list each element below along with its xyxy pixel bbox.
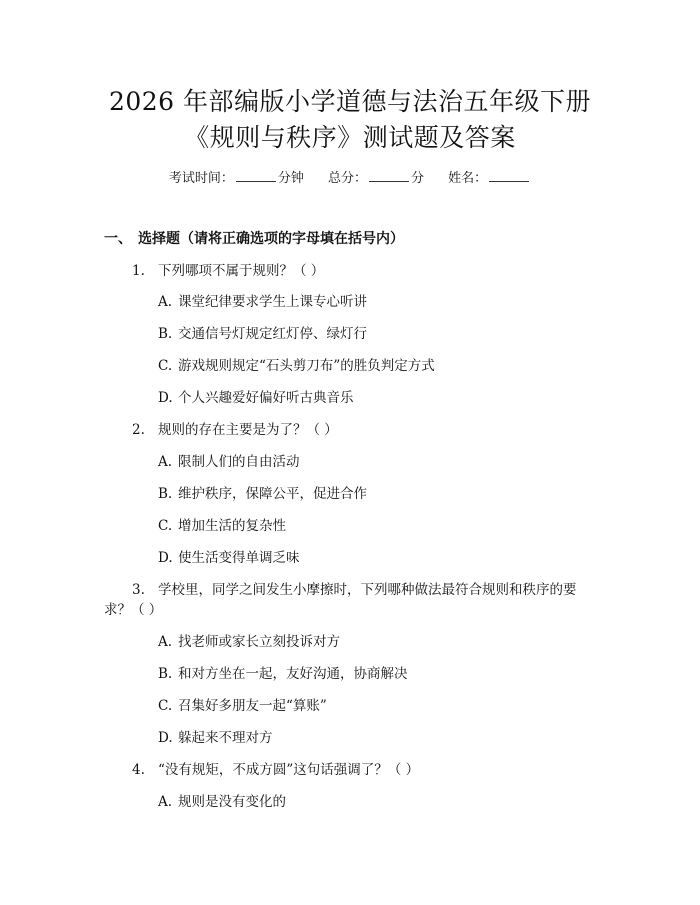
time-unit: 分钟: [277, 171, 304, 186]
option-letter: A.: [158, 794, 173, 810]
question-number: 2.: [132, 422, 145, 438]
question-4: [132, 760, 419, 780]
question-3: [132, 580, 577, 600]
option-text: 躲起来不理对方: [178, 730, 273, 746]
question-3-continued: 求？（ ）: [104, 602, 163, 618]
title-line-2: 《规则与秩序》测试题及答案: [184, 123, 516, 152]
option-text: 维护秩序，保障公平，促进合作: [178, 486, 367, 502]
total-score: [328, 169, 424, 188]
option-letter: C.: [158, 358, 173, 374]
section-title: 选择题（请将正确选项的字母填在括号内）: [138, 231, 404, 247]
option-4a: [158, 792, 286, 812]
option-3d: [158, 728, 273, 748]
option-text: 游戏规则规定“石头剪刀布”的胜负判定方式: [178, 358, 435, 374]
question-text: 下列哪项不属于规则？（ ）: [158, 263, 325, 279]
option-letter: B.: [158, 326, 173, 342]
option-2b: [158, 484, 367, 504]
option-letter: A.: [158, 294, 173, 310]
time-label: 考试时间：: [168, 171, 234, 186]
option-2c: [158, 516, 286, 536]
score-unit: 分: [411, 171, 425, 186]
option-1a: [158, 292, 367, 312]
title-line-1: 2026 年部编版小学道德与法治五年级下册: [108, 87, 592, 116]
option-letter: C.: [158, 518, 173, 534]
score-label: 总分：: [327, 171, 367, 186]
name-label: 姓名：: [448, 171, 488, 186]
question-number: 3.: [132, 582, 145, 598]
question-text: 规则的存在主要是为了？（ ）: [158, 422, 338, 438]
option-letter: D.: [158, 550, 173, 566]
option-2a: [158, 452, 300, 472]
option-text: 增加生活的复杂性: [178, 518, 286, 534]
exam-meta: [0, 169, 700, 188]
option-1c: [158, 356, 435, 376]
option-1b: [158, 324, 367, 344]
option-letter: D.: [158, 390, 173, 406]
option-text: 个人兴趣爱好偏好听古典音乐: [178, 390, 354, 406]
option-text: 规则是没有变化的: [178, 794, 286, 810]
option-3a: [158, 632, 340, 652]
option-text: 课堂纪律要求学生上课专心听讲: [178, 294, 367, 310]
option-3c: [158, 696, 327, 716]
option-text: 找老师或家长立刻投诉对方: [178, 634, 340, 650]
option-2d: [158, 548, 300, 568]
name-blank: [489, 169, 529, 182]
option-3b: [158, 664, 408, 684]
question-2: [132, 420, 338, 440]
option-letter: B.: [158, 486, 173, 502]
option-letter: A.: [158, 454, 173, 470]
score-blank: [369, 169, 409, 182]
student-name: [448, 169, 531, 188]
section-number: 一、: [104, 231, 132, 247]
option-letter: A.: [158, 634, 173, 650]
question-number: 4.: [132, 762, 145, 778]
question-number: 1.: [132, 263, 145, 279]
exam-time: [169, 169, 304, 188]
option-letter: C.: [158, 698, 173, 714]
option-letter: B.: [158, 666, 173, 682]
section-heading: [104, 229, 404, 249]
option-text: 限制人们的自由活动: [178, 454, 300, 470]
option-text: 召集好多朋友一起“算账”: [178, 698, 327, 714]
option-text: 使生活变得单调乏味: [178, 550, 300, 566]
option-text: 和对方坐在一起，友好沟通，协商解决: [178, 666, 408, 682]
question-1: [132, 261, 324, 281]
option-text: 交通信号灯规定红灯停、绿灯行: [178, 326, 367, 342]
time-blank: [236, 169, 276, 182]
question-text: “没有规矩，不成方圆”这句话强调了？（ ）: [158, 762, 420, 778]
option-letter: D.: [158, 730, 173, 746]
option-1d: [158, 388, 354, 408]
question-text: 学校里，同学之间发生小摩擦时，下列哪种做法最符合规则和秩序的要: [158, 582, 577, 598]
